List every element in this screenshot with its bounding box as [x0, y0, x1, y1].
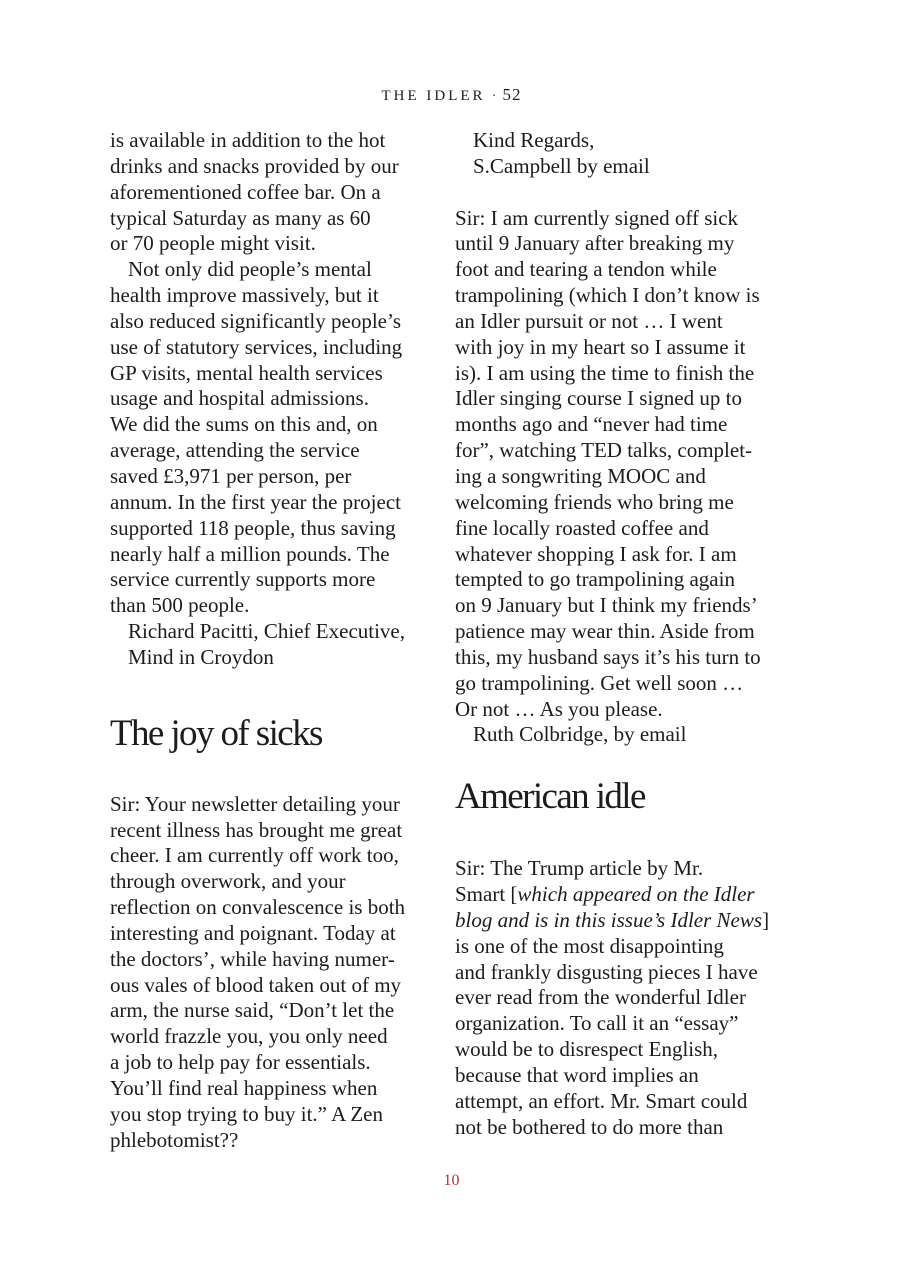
letter-joy-of-sicks	[110, 792, 428, 1154]
text-line: reflection on convalescence is both	[110, 895, 406, 920]
text-line: until 9 January after breaking my	[455, 231, 735, 256]
text-line: is). I am using the time to finish the	[455, 360, 755, 385]
text-line: nearly half a million pounds. The	[110, 541, 390, 566]
text-line: average, attending the service	[110, 438, 360, 463]
text-line: would be to disrespect English,	[455, 1037, 719, 1062]
text-line: not be bothered to do more than	[455, 1114, 724, 1139]
text-line: service currently supports more	[110, 567, 376, 592]
text-line: use of statutory services, including	[110, 334, 403, 359]
text-line: months ago and “never had time	[455, 412, 728, 437]
text-line: the doctors’, while having numer-	[110, 946, 395, 971]
paragraph-gap	[455, 180, 777, 206]
italic-text: which appeared on the Idler	[517, 882, 755, 907]
text-line: this, my husband says it’s his turn to	[455, 644, 761, 669]
text-line: arm, the nurse said, “Don’t let the	[110, 998, 395, 1023]
letter-signature: Richard Pacitti, Chief Executive,	[128, 619, 405, 644]
letter-sign-off: Kind Regards,	[473, 128, 595, 152]
text-line: cheer. I am currently off work too,	[110, 843, 399, 868]
letter-signature: Ruth Colbridge, by email	[473, 722, 687, 747]
text-line: supported 118 people, thus saving	[110, 515, 396, 540]
text-line: welcoming friends who bring me	[455, 489, 734, 514]
left-column	[110, 128, 428, 1154]
text-line: phlebotomist??	[110, 1127, 239, 1152]
text-line: with joy in my heart so I assume it	[455, 334, 746, 359]
letter-american-idle	[455, 856, 777, 1140]
text-line: fine locally roasted coffee and	[455, 515, 709, 540]
text-line: is one of the most disappointing	[455, 933, 724, 958]
text-line: and frankly disgusting pieces I have	[455, 959, 758, 984]
magazine-title: THE IDLER	[381, 88, 486, 104]
text-line: health improve massively, but it	[110, 283, 379, 308]
text-line	[455, 882, 777, 908]
text-line: than 500 people.	[110, 593, 250, 618]
text-line: for”, watching TED talks, complet-	[455, 438, 753, 463]
text-line: through overwork, and your	[110, 869, 346, 894]
text-line: usage and hospital admissions.	[110, 386, 369, 411]
text-line: or 70 people might visit.	[110, 231, 316, 256]
text-line: aforementioned coffee bar. On a	[110, 179, 381, 204]
text-line: ever read from the wonderful Idler	[455, 985, 746, 1010]
text-line: is available in addition to the hot	[110, 128, 386, 152]
issue-number: 52	[502, 85, 522, 104]
page-number: 10	[443, 1172, 460, 1189]
text-line: Idler singing course I signed up to	[455, 386, 742, 411]
text-line: Or not … As you please.	[455, 696, 663, 721]
text-line: ing a songwriting MOOC and	[455, 463, 706, 488]
text-line: because that word implies an	[455, 1063, 699, 1087]
text-line: also reduced significantly people’s	[110, 308, 401, 333]
text-run: ]	[762, 907, 770, 932]
right-column	[455, 128, 777, 1141]
text-line: an Idler pursuit or not … I went	[455, 308, 723, 333]
text-line: trampolining (which I don’t know is	[455, 283, 760, 308]
text-line: We did the sums on this and, on	[110, 412, 378, 437]
text-line: drinks and snacks provided by our	[110, 153, 399, 178]
letter-signature: S.Campbell by email	[473, 153, 650, 178]
text-line: Sir: Your newsletter detailing your	[110, 791, 400, 816]
text-line: Not only did people’s mental	[128, 257, 372, 282]
section-heading: American idle	[455, 776, 645, 818]
text-line: organization. To call it an “essay”	[455, 1011, 739, 1036]
text-line: go trampolining. Get well soon …	[455, 670, 744, 695]
letter-signature: Mind in Croydon	[128, 644, 274, 669]
text-line: Sir: I am currently signed off sick	[455, 205, 739, 230]
running-head	[0, 85, 903, 105]
letter-continuation	[110, 128, 428, 671]
text-line: interesting and poignant. Today at	[110, 920, 396, 945]
text-line: attempt, an effort. Mr. Smart could	[455, 1088, 748, 1113]
letter-trampolining	[455, 206, 777, 749]
text-line: foot and tearing a tendon while	[455, 257, 717, 282]
text-line: world frazzle you, you only need	[110, 1024, 388, 1049]
text-line: typical Saturday as many as 60	[110, 205, 371, 230]
text-line: recent illness has brought me great	[110, 817, 403, 842]
italic-text: blog and is in this issue’s Idler News	[455, 907, 763, 932]
text-line: ous vales of blood taken out of my	[110, 972, 402, 997]
text-line: a job to help pay for essentials.	[110, 1050, 371, 1075]
text-line: tempted to go trampolining again	[455, 567, 735, 592]
text-line: annum. In the first year the project	[110, 489, 401, 514]
text-line: saved £3,971 per person, per	[110, 463, 352, 488]
text-line: whatever shopping I ask for. I am	[455, 541, 737, 566]
text-line	[455, 908, 777, 934]
text-line: you stop trying to buy it.” A Zen	[110, 1101, 383, 1126]
text-line: patience may wear thin. Aside from	[455, 619, 755, 644]
section-heading: The joy of sicks	[110, 712, 322, 754]
text-line: GP visits, mental health services	[110, 360, 383, 385]
text-line: You’ll find real happiness when	[110, 1076, 378, 1100]
text-line: on 9 January but I think my friends’	[455, 593, 758, 618]
separator-dot: ·	[491, 88, 497, 104]
text-run: Smart [	[455, 882, 518, 907]
text-line: Sir: The Trump article by Mr.	[455, 856, 704, 881]
